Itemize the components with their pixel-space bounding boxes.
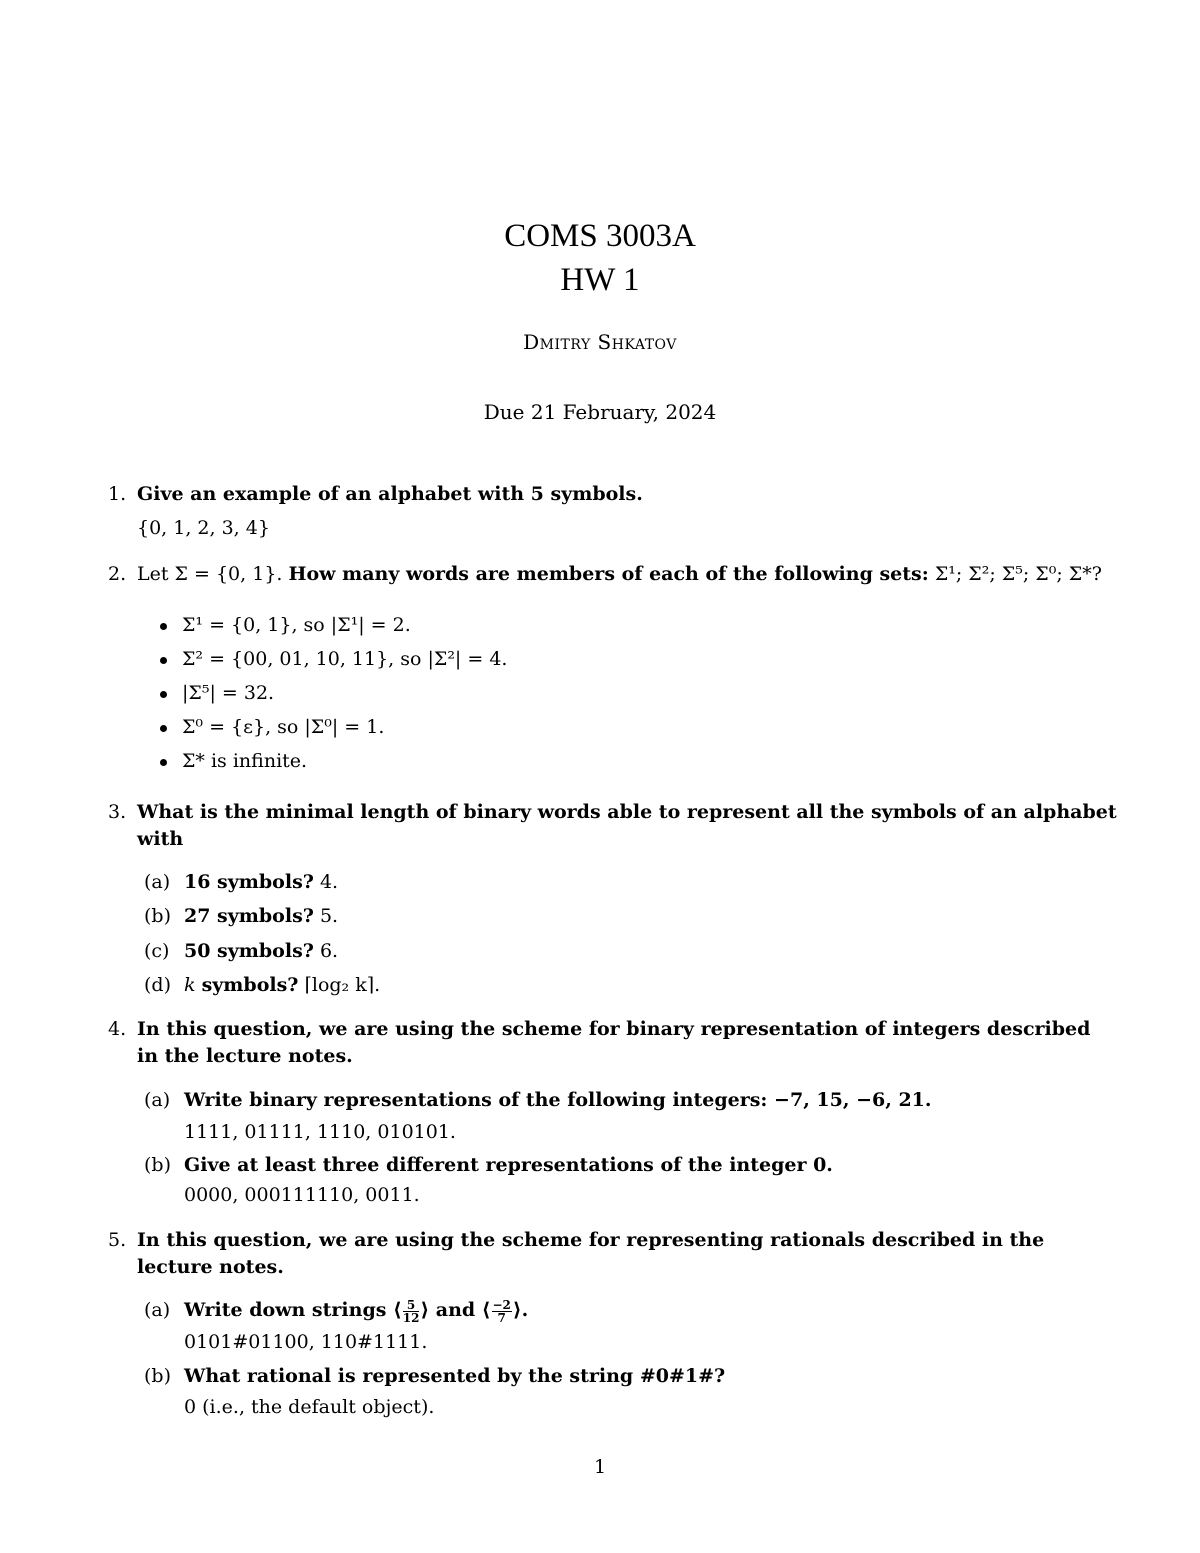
part-answer: 5.	[319, 905, 339, 927]
part-label: (d)	[144, 974, 171, 996]
bullet-icon	[160, 759, 167, 766]
part-label: (a)	[144, 871, 171, 893]
part-answer: 4.	[319, 871, 339, 893]
part-question: Give at least three different representations of the integer 0.	[184, 1154, 833, 1176]
part-label: (c)	[144, 940, 170, 962]
part-label: (b)	[144, 1154, 171, 1176]
question-number: 5.	[108, 1229, 127, 1251]
part-answer: 0000, 000111110, 0011.	[184, 1184, 420, 1206]
part-answer: 1111, 01111, 1110, 010101.	[184, 1121, 456, 1143]
due-date: Due 21 February, 2024	[483, 400, 717, 424]
part-question: Write binary representations of the following integers: −7, 15, −6, 21.	[184, 1089, 932, 1111]
assignment-title: HW 1	[560, 262, 640, 298]
question-text: How many words are members of each of the following sets:	[288, 563, 929, 585]
part-label: (b)	[144, 1365, 171, 1387]
part-answer: 6.	[319, 940, 339, 962]
part-variable: k	[184, 974, 196, 996]
bullet-icon	[160, 657, 167, 664]
bullet-icon	[160, 623, 167, 630]
bullet-icon	[160, 691, 167, 698]
page-number: 1	[593, 1456, 607, 1478]
question-text-prefix: Let Σ = {0, 1}.	[137, 563, 283, 585]
part-question: symbols?	[201, 974, 299, 996]
question-sets: Σ¹; Σ²; Σ⁵; Σ⁰; Σ*?	[934, 563, 1102, 585]
fraction: $\frac{-2}{7}$	[492, 1297, 511, 1325]
part-answer: ⌈log₂ k⌉.	[304, 974, 381, 996]
question-text: Give an example of an alphabet with 5 symbols.	[137, 483, 643, 505]
fraction: $\frac{5}{12}$	[402, 1297, 420, 1325]
part-question: 27 symbols?	[184, 905, 314, 927]
part-question: 16 symbols?	[184, 871, 314, 893]
part-label: (a)	[144, 1089, 171, 1111]
part-answer: 0 (i.e., the default object).	[184, 1396, 435, 1418]
part-question: Write down strings	[184, 1299, 387, 1321]
part-label: (b)	[144, 905, 171, 927]
question-number: 4.	[108, 1018, 127, 1040]
question-text: In this question, we are using the scheme for binary representation of integers described in the lecture notes.	[137, 1018, 1091, 1067]
question-number: 1.	[108, 483, 127, 505]
question-number: 3.	[108, 801, 127, 823]
question-text: In this question, we are using the scheme for representing rationals described in the lecture notes.	[137, 1229, 1045, 1278]
part-label: (a)	[144, 1299, 171, 1321]
part-answer: 0101#01100, 110#1111.	[184, 1331, 428, 1353]
answer-1: {0, 1, 2, 3, 4}	[137, 517, 270, 539]
part-question: What rational is represented by the string #0#1#?	[184, 1365, 726, 1387]
question-text: What is the minimal length of binary words able to represent all the symbols of an alphabet with	[137, 801, 1117, 850]
course-title: COMS 3003A	[504, 218, 696, 254]
part-question: 50 symbols?	[184, 940, 314, 962]
question-number: 2.	[108, 563, 127, 585]
author-name: Dmitry Shkatov	[523, 330, 677, 354]
bullet-icon	[160, 725, 167, 732]
document-page: COMS 3003A HW 1 Dmitry Shkatov Due 21 February, 2024 1. Give an example of an alphabet with 5 symbols. {0, 1, 2, 3, 4} 2. Let Σ = {0, 1}. How many words are members of each of the following sets: Σ¹; Σ²; Σ⁵; Σ⁰; Σ*? Σ¹ = {0, 1}, so |Σ¹| = 2. Σ² = {00, 01, 10, 11}, so |Σ²| = 4. |Σ⁵| = 32. Σ⁰ = {ε}, so |Σ⁰| = 1. Σ* is infinite. 3. What is the minimal length of binary words able to represent all the symbols of an alphabet with (a) 16 symbols? 4. (b) 27 symbols? 5. (c) 50 symbols? 6. (d) k symbols? ⌈log₂ k⌉. 4. In this question, we are using the scheme for binary representation of integers described in the lecture notes. (a) Write binary representations of the following integers: −7, 15, −6, 21. 1111, 01111, 1110, 010101. (b) Give at least three different representations of the integer 0. 0000, 000111110, 0011. 5. In this question, we are using the scheme for representing rationals described in the lecture notes. (a) Write down strings ⟨ $\frac{5}{12}$ ⟩ and ⟨ $\frac{-2}{7}$ ⟩. 0101#01100, 110#1111. (b) What rational is represented by the string #0#1#? 0 (i.e., the default object). 1	[0, 0, 1200, 1553]
